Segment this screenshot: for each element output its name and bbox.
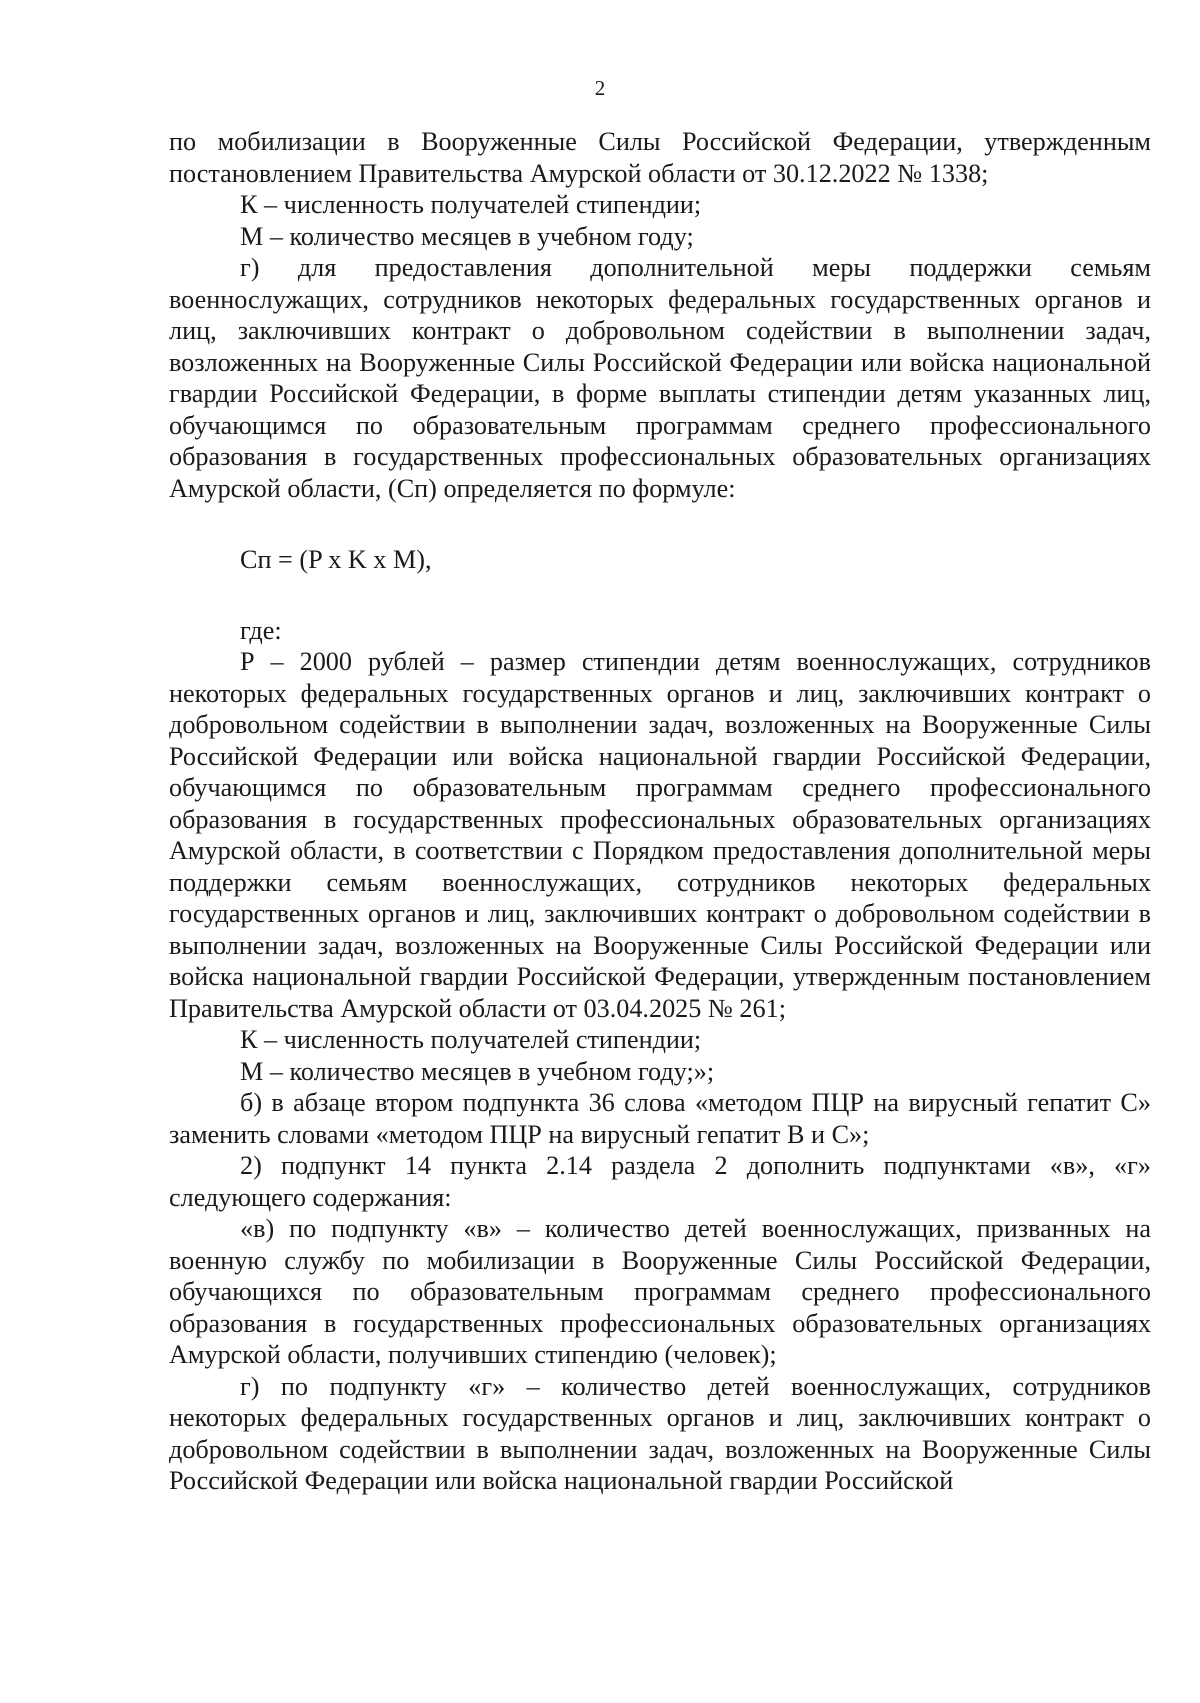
paragraph-item-b: б) в абзаце втором подпункта 36 слова «методом ПЦР на вирусный гепатит С» заменить словами «методом ПЦР на вирусный гепатит В и С»;	[169, 1088, 1151, 1149]
paragraph-subitem-g: г) по подпункту «г» – количество детей военнослужащих, сотрудников некоторых федеральных государственных органов и лиц, заключивших контракт о добровольном содействии в выполнении задач, возложенных на Вооруженные Силы Российской Федерации или войска национальной гвардии Российской	[169, 1371, 1151, 1495]
paragraph-item-2: 2) подпункт 14 пункта 2.14 раздела 2 дополнить подпунктами «в», «г» следующего содержания:	[169, 1151, 1151, 1212]
document-body	[169, 126, 1151, 1497]
paragraph-m-definition-2: М – количество месяцев в учебном году;»;	[240, 1056, 715, 1086]
paragraph-k-definition: К – численность получателей стипендии;	[240, 190, 702, 219]
paragraph-k-definition-2: К – численность получателей стипендии;	[240, 1025, 702, 1054]
paragraph-continuation: по мобилизации в Вооруженные Силы Российской Федерации, утвержденным постановлением Правительства Амурской области от 30.12.2022 № 1338;	[169, 127, 1151, 188]
paragraph-item-g: г) для предоставления дополнительной меры поддержки семьям военнослужащих, сотрудников некоторых федеральных государственных органов и лиц, заключивших контракт о добровольном содействии в выполнении задач, возложенных на Вооруженные Силы Российской Федерации или войска национальной гвардии Российской Федерации, в форме выплаты стипендии детям указанных лиц, обучающимся по образовательным программам среднего профессионального образования в государственных профессиональных образовательных организациях Амурской области, (Сп) определяется по формуле:	[169, 253, 1151, 503]
page-number: 2	[594, 76, 606, 100]
paragraph-subitem-v: «в) по подпункту «в» – количество детей военнослужащих, призванных на военную службу по мобилизации в Вооруженные Силы Российской Федерации, обучающихся по образовательным программам среднего профессионального образования в государственных профессиональных образовательных организациях Амурской области, получивших стипендию (человек);	[169, 1214, 1151, 1369]
paragraph-p-definition: Р – 2000 рублей – размер стипендии детям военнослужащих, сотрудников некоторых федеральных государственных органов и лиц, заключивших контракт о добровольном содействии в выполнении задач, возложенных на Вооруженные Силы Российской Федерации или войска национальной гвардии Российской Федерации, обучающимся по образовательным программам среднего профессионального образования в государственных профессиональных образовательных организациях Амурской области, в соответствии с Порядком предоставления дополнительной меры поддержки семьям военнослужащих, сотрудников некоторых федеральных государственных органов и лиц, заключивших контракт о добровольном содействии в выполнении задач, возложенных на Вооруженные Силы Российской Федерации или войска национальной гвардии Российской Федерации, утвержденным постановлением Правительства Амурской области от 03.04.2025 № 261;	[169, 647, 1151, 1023]
paragraph-m-definition: М – количество месяцев в учебном году;	[240, 221, 694, 251]
paragraph-where: где:	[240, 615, 282, 645]
formula: Сп = (P x K x M),	[240, 545, 432, 574]
